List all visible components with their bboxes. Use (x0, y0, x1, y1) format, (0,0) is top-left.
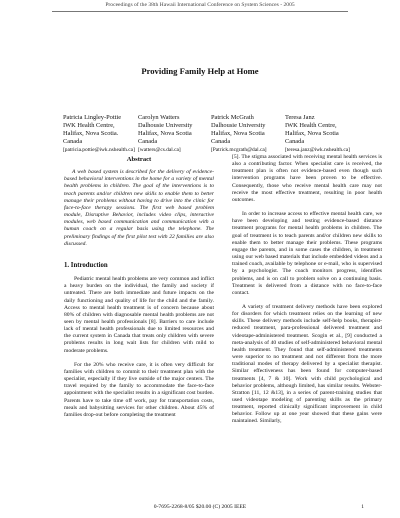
proceedings-header: Proceedings of the 38th Hawaii International Conference on System Sciences - 2005 (105, 2, 295, 8)
introduction-heading: 1. Introduction (64, 261, 108, 269)
author-city: Halifax, Nova Scotia. (63, 130, 119, 137)
right-paragraph-3: A variety of treatment delivery methods have been explored for disorders for which treatment relies on the learning of new skills. These delivery methods include self-help books, therapist-reduced treatment, para-professional delivered treatment and videotape-administered treatment. Scogin et al., [9] conducted a meta-analysis of 40 studies of self-administered behavioral mental health treatment. They found that self-administered treatments were superior to no treatment and not different from the more traditional modes of therapy delivered by a specialist therapist. Similar effectiveness has been found for computer-based treatments [4, 7 & 10]. Work with child psychological and behavior problems, although limited, has similar results. Webster-Stratton [11, 12 &13], in a series of parent-training studies that used videotape modeling of parenting skills as the primary treatment, reported clinically significant improvement in child behavior. Follow up at one year showed that these gains were maintained. Similarly, (232, 303, 382, 425)
author-1 (63, 114, 135, 154)
author-affiliation: Dalhousie University (138, 122, 193, 129)
author-affiliation: Dalhousie University (211, 122, 266, 129)
author-city: Halifax, Nova Scotia (138, 130, 192, 137)
author-email: [teresa.janz@iwk.nshealth.ca] (285, 147, 350, 153)
abstract-heading: Abstract (126, 156, 152, 163)
author-affiliation: IWK Health Centre, (63, 122, 115, 129)
author-country: Canada (138, 138, 158, 145)
right-paragraph-1: [5]. The stigma associated with receiving mental health services is also a contributing factor. When specialist care is received, the treatment plan is often not evidence-based even though such intervention programs have been proven to be effective. Consequently, those who receive mental health care may not receive the most effective treatment, resulting in poor health outcomes. (232, 154, 382, 203)
author-country: Canada (63, 138, 83, 145)
right-column (232, 154, 382, 433)
author-name: Teresa Janz (285, 114, 315, 121)
author-country: Canada (285, 138, 305, 145)
author-email: [watters@cs.dal.ca] (138, 147, 181, 153)
author-name: Patricia Lingley-Pottie (63, 114, 122, 121)
abstract-text: A web based system is described for the delivery of evidence-based behavioral interventions in the home for a variety of mental health problems in children. The goal of the interventions is to teach parents and/or children new skills to enable them to better manage their problems without having to drive into the clinic for face-to-face therapy sessions. The first web based problem module, Disruptive Behavior, includes video clips, interactive modules, web based communication and communication with a human coach on a regular basis using the telephone. The preliminary findings of the first pilot test with 22 families are also discussed. (64, 169, 214, 247)
author-2 (138, 114, 193, 154)
author-3 (211, 114, 267, 154)
author-country: Canada (211, 138, 231, 145)
left-column (64, 156, 214, 426)
paper-title: Providing Family Help at Home (141, 66, 259, 76)
author-4 (285, 114, 350, 154)
author-email: [Patrick.mcgrath@dal.ca] (211, 147, 267, 153)
author-name: Carolyn Watters (138, 114, 180, 121)
author-name: Patrick McGrath (211, 114, 254, 121)
author-email: [patricia.pottie@iwk.nshealth.ca] (63, 147, 135, 153)
right-paragraph-2: In order to increase access to effective mental health care, we have been developing and testing evidence-based distance treatment programs for mental health problems in children. The goal of treatment is to teach parents and/or children new skills to enable them to better manage their problems. These programs engage the parents, and in some cases the children, in treatment using our web based materials that include embedded videos and a trained coach, available by telephone or e-mail, who is supervised by a psychologist. The coach monitors progress, identifies problems, and is on call to problem solve on a continuing basis. Treatment is delivered from a distance with no face-to-face contact. (232, 211, 382, 296)
header-rule (52, 11, 348, 12)
page-number: 1 (361, 504, 364, 510)
footer-isbn: 0-7695-2268-8/05 $20.00 (C) 2005 IEEE (153, 504, 247, 510)
author-affiliation: IWK Health Centre, (285, 122, 337, 129)
author-city: Halifax, Nova Scotia (211, 130, 265, 137)
intro-paragraph-1: Pediatric mental health problems are very common and inflict a heavy burden on the individual, the family and society if untreated. There are both immediate and future impacts on the daily functioning and quality of life for the child and the family. Access to mental health treatment is of concern because about 80% of children with diagnosable mental health problems are not seen by mental health professionals [8]. Barriers to care include lack of mental health professionals due to limited resources and the current system in Canada that treats only children with severe problems results in long wait lists for children with mild to moderate problems. (64, 276, 214, 354)
intro-paragraph-2: For the 20% who receive care, it is often very difficult for families with children to commit to their treatment plan with the specialist, especially if they live outside of the major centers. The travel required by the family to accommodate the face-to-face appointment with the specialist results in a significant cost burden. Parents have to take time off work, pay for transportation costs, meals and babysitting services for other children. About 45% of families drop-out before completing the treatment (64, 361, 214, 418)
author-city: Halifax, Nova Scotia (285, 130, 339, 137)
